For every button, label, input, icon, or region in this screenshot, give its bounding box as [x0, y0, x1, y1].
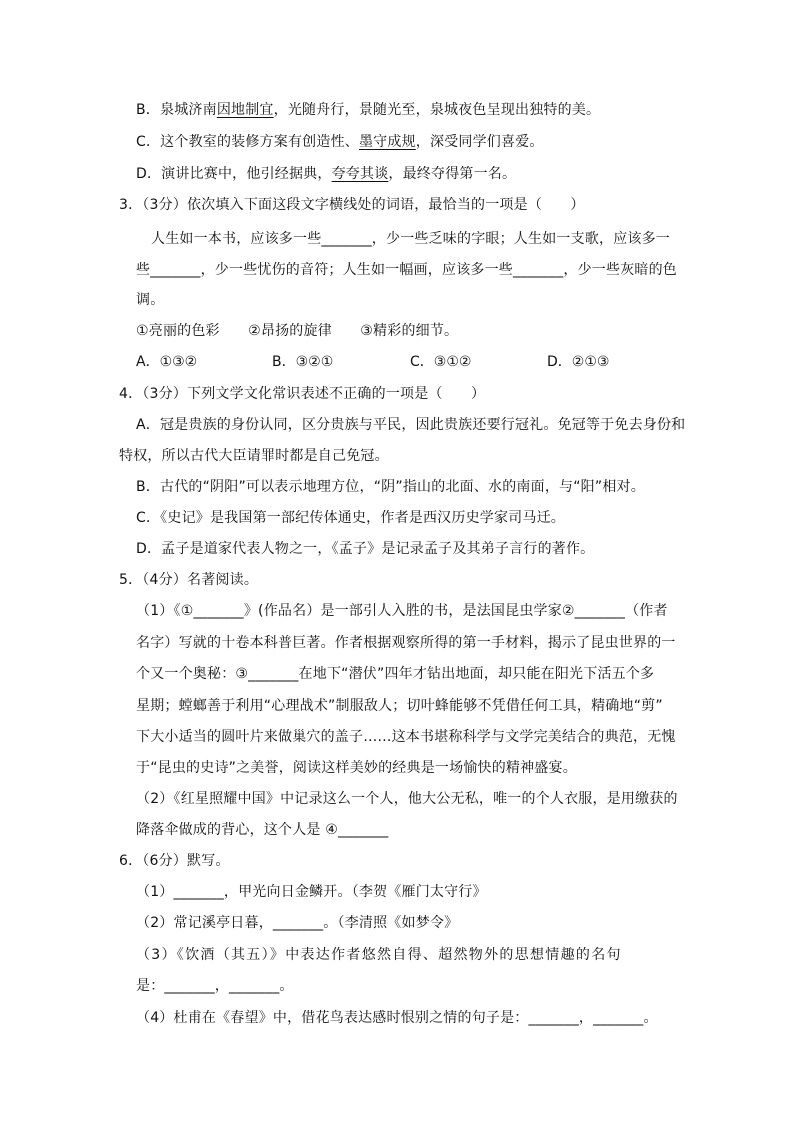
q3-option-a: A．①③②	[136, 354, 198, 370]
q5-part1-line-4: 星期；螳螂善于利用“心理战术”制服敌人；切叶蜂能够不凭借任何工具，精确地“剪”	[136, 698, 663, 714]
q3-option-d: D．②①③	[547, 354, 610, 370]
q3-stem: 3．（3分）依次填入下面这段文字横线处的词语，最恰当的一项是（ ）	[119, 197, 585, 213]
q4-stem: 4．（3分）下列文学文化常识表述不正确的一项是（ ）	[119, 386, 486, 402]
q2-option-c-pre: C．这个教室的装修方案有创造性、	[136, 134, 359, 150]
q6-item-3-line-1: （3）《饮酒（其五）》中表达作者悠然自得、超然物外的思想情趣的名句	[136, 947, 622, 963]
q2-option-c-underlined: 墨守成规	[358, 134, 416, 150]
q5-part1-line-1: （1）《①_______》(作品名）是一部引人入胜的书，是法国昆虫学家②_______（作者	[136, 603, 668, 619]
q5-part1-line-3: 个又一个奥秘：③_______在地下“潜伏”四年才钻出地面，却只能在阳光下活五个多	[136, 666, 655, 682]
q5-part1-line-6: 于“昆虫的史诗”之美誉，阅读这样美妙的经典是一场愉快的精神盛宴。	[136, 760, 577, 776]
q6-item-3-line-2: 是：_______，_______。	[136, 978, 294, 994]
q5-stem: 5．（4分）名著阅读。	[119, 572, 259, 588]
q2-option-b	[136, 100, 600, 120]
q6-stem: 6．（6分）默写。	[119, 853, 230, 869]
q2-option-b-post: ，光随舟行，景随光至，泉城夜色呈现出独特的美。	[273, 102, 601, 118]
q3-passage-line-3: 调。	[136, 292, 165, 308]
q3-passage-line-1: 人生如一本书，应该多一些_______，少一些乏味的字眼；人生如一支歌，应该多一	[151, 231, 670, 247]
q2-option-c	[136, 132, 544, 152]
q3-choices: ①亮丽的色彩 ②昂扬的旋律 ③精彩的细节。	[136, 323, 459, 339]
q3-option-c: C．③①②	[410, 354, 472, 370]
q4-option-a-line-2: 特权，所以古代大臣请罪时都是自己免冠。	[119, 448, 389, 464]
q5-part1-line-2: 名字）写就的十卷本科普巨著。作者根据观察所得的第一手材料，揭示了昆虫世界的一	[136, 635, 676, 651]
q2-option-b-underlined: 因地制宜	[216, 102, 274, 118]
q4-option-a-line-1: A．冠是贵族的身份认同，区分贵族与平民，因此贵族还要行冠礼。免冠等于免去身份和	[136, 417, 686, 433]
q4-option-d: D．孟子是道家代表人物之一，《孟子》是记录孟子及其弟子言行的著作。	[136, 541, 595, 557]
q2-option-d-underlined: 夸夸其谈	[331, 166, 389, 182]
q6-item-1: （1）_______，甲光向日金鳞开。（李贺《雁门太守行》	[136, 884, 487, 900]
q3-option-b: B．③②①	[272, 354, 334, 370]
q6-item-4: （4）杜甫在《春望》中，借花鸟表达感时恨别之情的句子是：_______，_______。	[136, 1010, 658, 1026]
q2-option-d	[136, 164, 516, 184]
q5-part1-line-5: 下大小适当的圆叶片来做巢穴的盖子……这本书堪称科学与文学完美结合的典范，无愧	[136, 729, 676, 745]
q4-option-c: C．《史记》是我国第一部纪传体通史，作者是西汉历史学家司马迁。	[136, 510, 565, 526]
q2-option-d-post: ，最终夺得第一名。	[388, 166, 517, 182]
q6-item-2: （2）常记溪亭日暮，_______。（李清照《如梦令》	[136, 915, 459, 931]
q5-part2-line-1: （2）《红星照耀中国》中记录这么一个人，他大公无私，唯一的个人衣服，是用缴获的	[136, 791, 678, 807]
q5-part2-line-2: 降落伞做成的背心，这个人是 ④_______	[136, 822, 389, 838]
q2-option-c-post: ，深受同学们喜爱。	[415, 134, 544, 150]
q4-option-b: B．古代的“阴阳”可以表示地理方位，“阴”指山的北面、水的南面，与“阳”相对。	[136, 479, 645, 495]
q2-option-b-pre: B．泉城济南	[136, 102, 217, 118]
q3-passage-line-2: 些_______，少一些忧伤的音符；人生如一幅画，应该多一些_______，少一些灰暗的色	[136, 262, 677, 278]
q2-option-d-pre: D．演讲比赛中，他引经据典，	[136, 166, 332, 182]
